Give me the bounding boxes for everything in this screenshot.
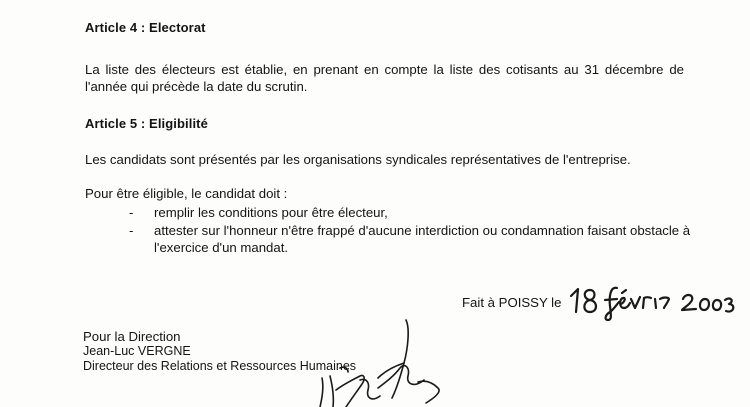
handwritten-signature bbox=[300, 318, 460, 407]
handwritten-date bbox=[565, 282, 725, 322]
bullet-text: remplir les conditions pour être électeur, bbox=[154, 205, 388, 220]
bullet-dash: - bbox=[129, 223, 134, 238]
signatory-line: Pour la Direction bbox=[83, 329, 181, 344]
bullet-text: attester sur l'honneur n'être frappé d'aucune interdiction ou condamnation faisant obstacle à l'exercice d'un mandat. bbox=[154, 223, 691, 255]
signatory-title: Directeur des Relations et Ressources Humaines bbox=[83, 359, 357, 373]
bullet-dash: - bbox=[129, 205, 134, 220]
article-5-heading: Article 5 : Eligibilité bbox=[85, 116, 208, 131]
article-4-heading: Article 4 : Electorat bbox=[85, 20, 206, 35]
article-4-text: La liste des électeurs est établie, en prenant en compte la liste des cotisants au 31 décembre de l'année qui précède la date du scrutin. bbox=[85, 62, 684, 94]
article-5-text-2: Pour être éligible, le candidat doit : bbox=[85, 186, 288, 201]
place-line: Fait à POISSY le bbox=[462, 295, 562, 310]
signatory-name: Jean-Luc VERGNE bbox=[83, 344, 191, 358]
article-5-text-1: Les candidats sont présentés par les organisations syndicales représentatives de l'entreprise. bbox=[85, 152, 631, 167]
